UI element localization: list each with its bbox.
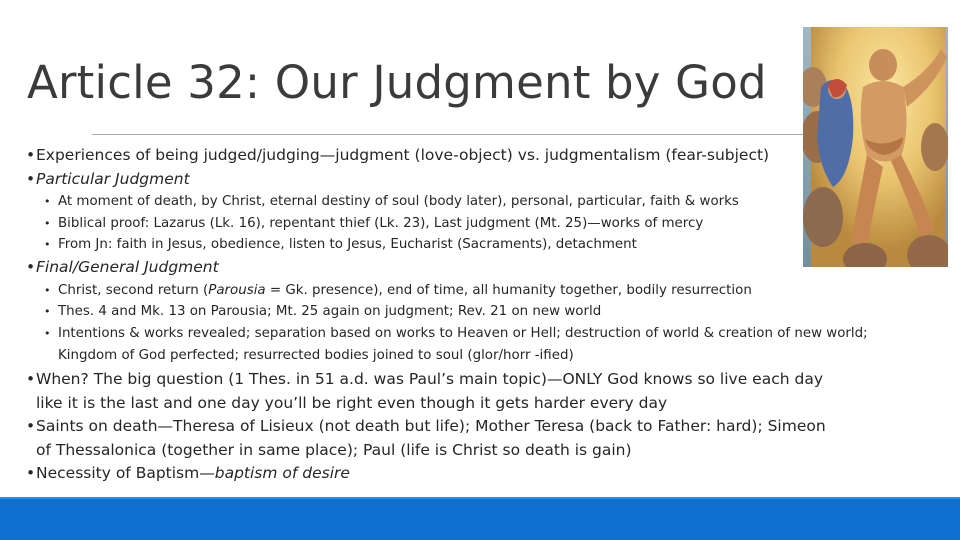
- bullet-when: [26, 368, 926, 415]
- bullet-dot: •: [44, 216, 51, 230]
- bullet-experiences: [26, 144, 926, 168]
- footer-accent-bar: [0, 499, 960, 540]
- sub-bullet-text: Thes. 4 and Mk. 13 on Parousia; Mt. 25 again on judgment; Rev. 21 on new world: [58, 304, 602, 320]
- bullet-dot: •: [44, 283, 51, 297]
- slide-title: Article 32: Our Judgment by God: [27, 56, 767, 109]
- bullet-saints-on-death: [26, 415, 926, 462]
- sub-bullet-text: [58, 280, 926, 302]
- text-run: Necessity of Baptism—: [36, 464, 215, 483]
- bullet-text: Final/General Judgment: [36, 258, 219, 277]
- bullet-text: [36, 462, 926, 486]
- sub-bullet-text: Intentions & works revealed; separation based on works to Heaven or Hell; destruction of world & creation of new world; Kingdom of God perfected; resurrected bodies joined to soul (glor/horr -ified): [58, 326, 868, 363]
- parousia-term: Parousia: [208, 282, 266, 298]
- baptism-of-desire-term: baptism of desire: [214, 464, 350, 483]
- sub-bullet: [26, 323, 926, 366]
- bullet-particular-judgment: [26, 168, 926, 192]
- bullet-final-judgment: [26, 256, 926, 280]
- sub-bullet: [26, 280, 926, 302]
- title-divider: [92, 134, 807, 135]
- bullet-text: Particular Judgment: [36, 169, 190, 188]
- sub-bullet-text: Biblical proof: Lazarus (Lk. 16), repentant thief (Lk. 23), Last judgment (Mt. 25)—works of mercy: [58, 215, 704, 231]
- bullet-dot: •: [26, 464, 36, 483]
- sub-bullet-text: At moment of death, by Christ, eternal destiny of soul (body later), personal, particular, faith & works: [58, 194, 739, 209]
- bullet-dot: •: [44, 238, 51, 252]
- bullet-text: Experiences of being judged/judging—judgment (love-object) vs. judgmentalism (fear-subject): [36, 146, 770, 164]
- slide-body: [26, 144, 926, 486]
- bullet-dot: •: [44, 327, 51, 341]
- bullet-baptism: [26, 462, 926, 486]
- bullet-dot: •: [26, 370, 36, 389]
- bullet-dot: •: [26, 258, 36, 277]
- bullet-text-line: of Thessalonica (together in same place); Paul (life is Christ so death is gain): [36, 440, 632, 459]
- bullet-text-line: like it is the last and one day you’ll be right even though it gets harder every day: [36, 393, 668, 412]
- sub-bullet: [26, 301, 926, 323]
- bullet-dot: •: [26, 417, 36, 436]
- sub-bullet: [26, 213, 926, 235]
- bullet-dot: •: [44, 195, 51, 208]
- sub-bullet: [26, 234, 926, 256]
- bullet-text-line: Saints on death—Theresa of Lisieux (not death but life); Mother Teresa (back to Father: hard); Simeon: [36, 417, 826, 436]
- text-run: Christ, second return (: [58, 282, 209, 298]
- text-run: = Gk. presence), end of time, all humanity together, bodily resurrection: [265, 282, 752, 298]
- bullet-text-line: When? The big question (1 Thes. in 51 a.d. was Paul’s main topic)—ONLY God knows so live each day: [36, 370, 823, 389]
- bullet-dot: •: [44, 305, 51, 319]
- sub-bullet: [26, 191, 926, 213]
- bullet-dot: •: [26, 169, 36, 188]
- sub-bullet-text: From Jn: faith in Jesus, obedience, listen to Jesus, Eucharist (Sacraments), detachment: [58, 237, 637, 253]
- bullet-dot: •: [26, 146, 36, 164]
